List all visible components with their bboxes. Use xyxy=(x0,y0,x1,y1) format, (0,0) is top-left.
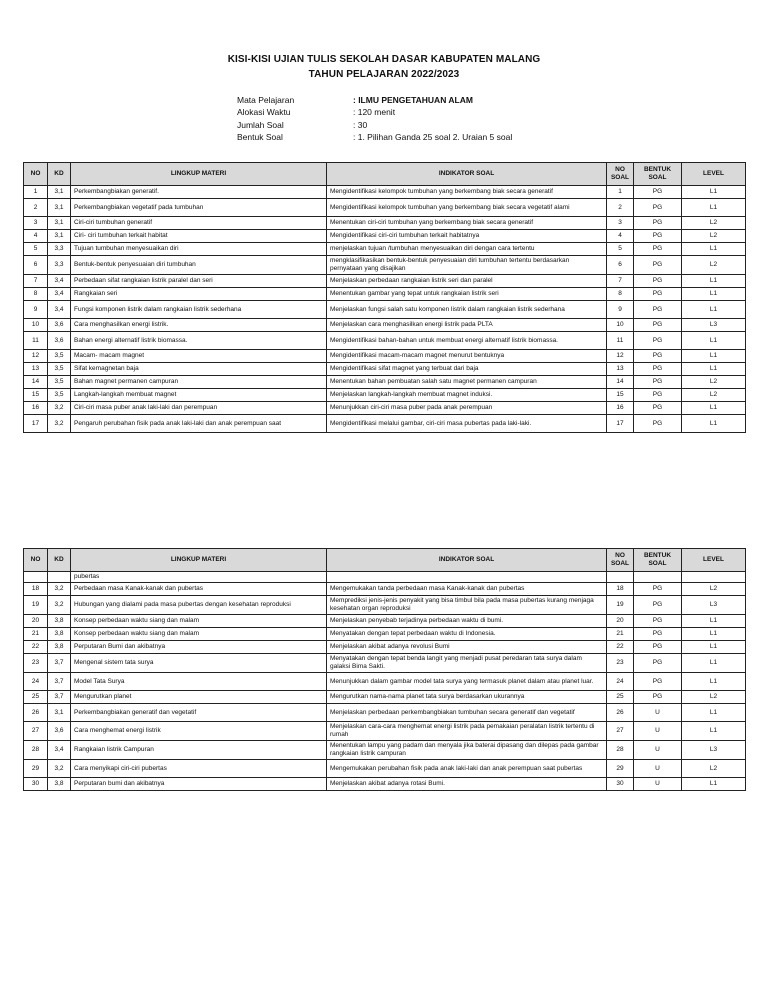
cell-kd: 3,7 xyxy=(48,673,71,691)
cell-lingkup: Bentuk-bentuk penyesuaian diri tumbuhan xyxy=(71,256,327,275)
cell-bentuk: PG xyxy=(634,217,682,230)
cell-bentuk: PG xyxy=(634,596,682,615)
cell-bentuk: PG xyxy=(634,389,682,402)
cell-no: 20 xyxy=(24,615,48,628)
cell-indikator: Menjelaskan penyebab terjadinya perbedaan waktu di bumi. xyxy=(327,615,607,628)
cell-indikator: Mengidentifikasi macam-macam magnet menurut bentuknya xyxy=(327,350,607,363)
cell-lingkup: Perbedaan sifat rangkaian listrik paralel dan seri xyxy=(71,275,327,288)
cell-level: L1 xyxy=(682,199,746,217)
cell-bentuk: U xyxy=(634,778,682,791)
cell-lingkup: Perputaran bumi dan akibatnya xyxy=(71,778,327,791)
cell-indikator: Menjelaskan akibat adanya revolusi Bumi xyxy=(327,641,607,654)
cell-kd: 3,6 xyxy=(48,332,71,350)
cell-no-soal: 28 xyxy=(607,741,634,760)
cell-kd: 3,7 xyxy=(48,654,71,673)
cell-lingkup: Bahan energi alternatif listrik biomassa. xyxy=(71,332,327,350)
cell-bentuk: PG xyxy=(634,641,682,654)
cell-bentuk: PG xyxy=(634,186,682,199)
cell-bentuk: PG xyxy=(634,615,682,628)
cell-kd: 3,5 xyxy=(48,389,71,402)
cell-no-soal: 15 xyxy=(607,389,634,402)
cell-bentuk: PG xyxy=(634,402,682,415)
cell-kd: 3,7 xyxy=(48,691,71,704)
cell-no-soal: 1 xyxy=(607,186,634,199)
cell-level: L1 xyxy=(682,654,746,673)
table-row xyxy=(24,673,746,691)
table-body xyxy=(24,186,746,433)
table-row xyxy=(24,350,746,363)
column-header-bentuk: BENTUK SOAL xyxy=(634,549,682,572)
cell-kd: 3,4 xyxy=(48,741,71,760)
cell-level: L1 xyxy=(682,778,746,791)
cell-lingkup: Perkembangbiakan generatif dan vegetatif xyxy=(71,704,327,722)
column-header-lingkup: LINGKUP MATERI xyxy=(71,163,327,186)
cell-no: 26 xyxy=(24,704,48,722)
cell-no-soal: 8 xyxy=(607,288,634,301)
cell-indikator: Menjelaskan langkah-langkah membuat magnet induksi. xyxy=(327,389,607,402)
cell-indikator: Menentukan ciri-ciri tumbuhan yang berkembang biak secara generatif xyxy=(327,217,607,230)
cell-bentuk: PG xyxy=(634,415,682,433)
cell-lingkup: Model Tata Surya xyxy=(71,673,327,691)
cell-kd: 3,5 xyxy=(48,350,71,363)
cell-indikator: Mengidentifikasi bahan-bahan untuk membuat energi alternatif listrik biomassa. xyxy=(327,332,607,350)
cell-level: L1 xyxy=(682,402,746,415)
table-row xyxy=(24,628,746,641)
table-row xyxy=(24,389,746,402)
table-row xyxy=(24,615,746,628)
cell-level: L2 xyxy=(682,389,746,402)
cell-bentuk: PG xyxy=(634,230,682,243)
blueprint-table-part-1 xyxy=(23,162,746,433)
cell-lingkup: pubertas xyxy=(71,572,327,583)
column-header-kd: KD xyxy=(48,163,71,186)
cell-bentuk: PG xyxy=(634,691,682,704)
cell-no-soal: 12 xyxy=(607,350,634,363)
column-header-indikator: INDIKATOR SOAL xyxy=(327,163,607,186)
cell-no-soal: 4 xyxy=(607,230,634,243)
cell-bentuk: PG xyxy=(634,583,682,596)
cell-no-soal: 19 xyxy=(607,596,634,615)
table-row xyxy=(24,760,746,778)
cell-level: L1 xyxy=(682,704,746,722)
cell-indikator: Menjelaskan fungsi salah satu komponen listrik dalam rangkaian listrik sederhana xyxy=(327,301,607,319)
cell-level: L1 xyxy=(682,186,746,199)
cell-kd: 3,3 xyxy=(48,256,71,275)
cell-no: 17 xyxy=(24,415,48,433)
cell-kd xyxy=(48,572,71,583)
cell-lingkup: Perkembangbiakan vegetatif pada tumbuhan xyxy=(71,199,327,217)
cell-no-soal: 20 xyxy=(607,615,634,628)
cell-no-soal: 17 xyxy=(607,415,634,433)
cell-kd: 3,6 xyxy=(48,319,71,332)
column-header-no-soal: NO SOAL xyxy=(607,549,634,572)
cell-level: L2 xyxy=(682,376,746,389)
cell-indikator: Menjelaskan cara menghasilkan energi listrik pada PLTA xyxy=(327,319,607,332)
info-value: : 1. Pilihan Ganda 25 soal 2. Uraian 5 soal xyxy=(353,131,513,142)
info-value: : ILMU PENGETAHUAN ALAM xyxy=(353,95,473,105)
cell-level: L1 xyxy=(682,243,746,256)
cell-kd: 3,1 xyxy=(48,186,71,199)
cell-level: L2 xyxy=(682,230,746,243)
column-header-no: NO xyxy=(24,163,48,186)
cell-indikator: Mengidentifikasi sifat magnet yang terbuat dari baja xyxy=(327,363,607,376)
cell-lingkup: Mengurutkan planet xyxy=(71,691,327,704)
cell-no-soal: 23 xyxy=(607,654,634,673)
cell-bentuk: U xyxy=(634,741,682,760)
table-row xyxy=(24,722,746,741)
cell-no: 28 xyxy=(24,741,48,760)
cell-level: L2 xyxy=(682,256,746,275)
cell-bentuk: PG xyxy=(634,256,682,275)
cell-lingkup: Ciri-ciri tumbuhan generatif xyxy=(71,217,327,230)
table-row xyxy=(24,691,746,704)
cell-kd: 3,2 xyxy=(48,402,71,415)
column-header-lingkup: LINGKUP MATERI xyxy=(71,549,327,572)
cell-lingkup: Perputaran Bumi dan akibatnya xyxy=(71,641,327,654)
blueprint-table-part-2 xyxy=(23,548,746,791)
cell-indikator: Menentukan bahan pembuatan salah satu magnet permanen campuran xyxy=(327,376,607,389)
cell-no: 18 xyxy=(24,583,48,596)
cell-no: 23 xyxy=(24,654,48,673)
cell-kd: 3,1 xyxy=(48,704,71,722)
column-header-bentuk: BENTUK SOAL xyxy=(634,163,682,186)
cell-level: L3 xyxy=(682,741,746,760)
cell-lingkup: Konsep perbedaan waktu siang dan malam xyxy=(71,628,327,641)
column-header-no-soal: NO SOAL xyxy=(607,163,634,186)
cell-bentuk: PG xyxy=(634,363,682,376)
cell-no-soal: 6 xyxy=(607,256,634,275)
cell-no-soal: 3 xyxy=(607,217,634,230)
cell-no-soal: 18 xyxy=(607,583,634,596)
info-row-format xyxy=(237,131,512,143)
cell-no: 14 xyxy=(24,376,48,389)
cell-no: 29 xyxy=(24,760,48,778)
cell-bentuk: PG xyxy=(634,654,682,673)
cell-lingkup: Hubungan yang dialami pada masa pubertas dengan kesehatan reproduksi xyxy=(71,596,327,615)
table-header-row xyxy=(24,549,746,572)
cell-bentuk: PG xyxy=(634,628,682,641)
info-label: Jumlah Soal xyxy=(237,119,284,130)
info-row-count xyxy=(237,119,512,131)
cell-no-soal: 9 xyxy=(607,301,634,319)
cell-no: 24 xyxy=(24,673,48,691)
table-row xyxy=(24,243,746,256)
cell-indikator: Menunjukkan ciri-ciri masa puber pada anak perempuan xyxy=(327,402,607,415)
cell-level: L1 xyxy=(682,363,746,376)
cell-no-soal: 5 xyxy=(607,243,634,256)
cell-bentuk: PG xyxy=(634,199,682,217)
cell-indikator: Menjelaskan perbedaan perkembangbiakan tumbuhan secara generatif dan vegetatif xyxy=(327,704,607,722)
cell-no: 2 xyxy=(24,199,48,217)
table-row xyxy=(24,301,746,319)
column-header-level: LEVEL xyxy=(682,549,746,572)
cell-indikator: Menjelaskan perbedaan rangkaian listrik seri dan paralel xyxy=(327,275,607,288)
column-header-indikator: INDIKATOR SOAL xyxy=(327,549,607,572)
cell-no-soal: 16 xyxy=(607,402,634,415)
cell-no: 16 xyxy=(24,402,48,415)
cell-no: 30 xyxy=(24,778,48,791)
table-row xyxy=(24,186,746,199)
cell-lingkup: Cara menghemat energi listrik xyxy=(71,722,327,741)
cell-kd: 3,8 xyxy=(48,615,71,628)
cell-level: L1 xyxy=(682,641,746,654)
cell-level: L1 xyxy=(682,722,746,741)
table-row xyxy=(24,363,746,376)
cell-indikator: Menunjukkan dalam gambar model tata surya yang termasuk planet dalam atau planet luar. xyxy=(327,673,607,691)
cell-lingkup: Perbedaan masa Kanak-kanak dan pubertas xyxy=(71,583,327,596)
cell-kd: 3,1 xyxy=(48,230,71,243)
cell-level: L1 xyxy=(682,415,746,433)
cell-kd: 3,4 xyxy=(48,275,71,288)
cell-no: 9 xyxy=(24,301,48,319)
column-header-kd: KD xyxy=(48,549,71,572)
cell-level: L2 xyxy=(682,691,746,704)
table-row xyxy=(24,654,746,673)
cell-indikator: Mengidentifikasi kelompok tumbuhan yang berkembang biak secara vegetatif alami xyxy=(327,199,607,217)
cell-lingkup: Pengaruh perubahan fisik pada anak laki-laki dan anak perempuan saat xyxy=(71,415,327,433)
table-row xyxy=(24,288,746,301)
cell-level: L3 xyxy=(682,596,746,615)
cell-no: 12 xyxy=(24,350,48,363)
column-header-no: NO xyxy=(24,549,48,572)
table-row xyxy=(24,376,746,389)
cell-no-soal: 21 xyxy=(607,628,634,641)
cell-no: 3 xyxy=(24,217,48,230)
cell-lingkup: Rangkaian listrik Campuran xyxy=(71,741,327,760)
cell-bentuk: PG xyxy=(634,376,682,389)
cell-no: 27 xyxy=(24,722,48,741)
cell-bentuk: U xyxy=(634,722,682,741)
cell-bentuk: PG xyxy=(634,275,682,288)
cell-kd: 3,8 xyxy=(48,641,71,654)
table-row xyxy=(24,217,746,230)
cell-no-soal: 30 xyxy=(607,778,634,791)
cell-bentuk: U xyxy=(634,760,682,778)
cell-kd: 3,2 xyxy=(48,760,71,778)
cell-no-soal: 26 xyxy=(607,704,634,722)
cell-no-soal: 7 xyxy=(607,275,634,288)
table-row xyxy=(24,230,746,243)
document-subtitle: TAHUN PELAJARAN 2022/2023 xyxy=(308,69,460,80)
cell-no: 6 xyxy=(24,256,48,275)
cell-level: L2 xyxy=(682,760,746,778)
cell-no-soal: 2 xyxy=(607,199,634,217)
cell-kd: 3,1 xyxy=(48,199,71,217)
table-header-row xyxy=(24,163,746,186)
cell-kd: 3,2 xyxy=(48,596,71,615)
info-label: Bentuk Soal xyxy=(237,131,283,142)
cell-level: L1 xyxy=(682,615,746,628)
cell-level xyxy=(682,572,746,583)
cell-indikator: Memprediksi jenis-jenis penyakit yang bisa timbul bila pada masa pubertas kurang menjaga kesehatan organ reproduksi xyxy=(327,596,607,615)
cell-bentuk: PG xyxy=(634,332,682,350)
cell-lingkup: Cara menghasilkan energi listrik. xyxy=(71,319,327,332)
cell-level: L1 xyxy=(682,275,746,288)
table-row xyxy=(24,641,746,654)
cell-bentuk xyxy=(634,572,682,583)
cell-no: 25 xyxy=(24,691,48,704)
cell-no: 22 xyxy=(24,641,48,654)
cell-no-soal: 10 xyxy=(607,319,634,332)
cell-no: 8 xyxy=(24,288,48,301)
cell-no: 21 xyxy=(24,628,48,641)
cell-indikator: menjelaskan tujuan /tumbuhan menyesuaikan diri dengan cara tertentu xyxy=(327,243,607,256)
cell-no-soal: 25 xyxy=(607,691,634,704)
table-row xyxy=(24,583,746,596)
info-value: : 30 xyxy=(353,119,368,130)
cell-lingkup: Ciri- ciri tumbuhan terkait habitat xyxy=(71,230,327,243)
table-body xyxy=(24,572,746,791)
cell-kd: 3,8 xyxy=(48,778,71,791)
cell-lingkup: Sifat kemagnetan baja xyxy=(71,363,327,376)
cell-no: 13 xyxy=(24,363,48,376)
table-row-continuation xyxy=(24,572,746,583)
cell-lingkup: Perkembangbiakan generatif. xyxy=(71,186,327,199)
table-row xyxy=(24,704,746,722)
cell-kd: 3,2 xyxy=(48,415,71,433)
table-row xyxy=(24,778,746,791)
cell-indikator: Menyatakan dengan tepat perbedaan waktu di Indonesia. xyxy=(327,628,607,641)
cell-no: 15 xyxy=(24,389,48,402)
cell-lingkup: Ciri-ciri masa puber anak laki-laki dan perempuan xyxy=(71,402,327,415)
cell-no xyxy=(24,572,48,583)
cell-no: 4 xyxy=(24,230,48,243)
cell-no-soal xyxy=(607,572,634,583)
cell-no: 19 xyxy=(24,596,48,615)
cell-indikator: Mengidentifikasi kelompok tumbuhan yang berkembang biak secara generatif xyxy=(327,186,607,199)
cell-kd: 3,2 xyxy=(48,583,71,596)
exam-info xyxy=(237,94,512,143)
cell-bentuk: PG xyxy=(634,243,682,256)
cell-no: 1 xyxy=(24,186,48,199)
cell-level: L2 xyxy=(682,583,746,596)
cell-no: 5 xyxy=(24,243,48,256)
table-row xyxy=(24,741,746,760)
cell-indikator: Mengemukakan tanda perbedaan masa Kanak-kanak dan pubertas xyxy=(327,583,607,596)
info-row-time xyxy=(237,106,512,118)
cell-bentuk: PG xyxy=(634,673,682,691)
info-label: Alokasi Waktu xyxy=(237,107,291,118)
cell-kd: 3,6 xyxy=(48,722,71,741)
table-row xyxy=(24,596,746,615)
cell-no: 11 xyxy=(24,332,48,350)
cell-lingkup: Langkah-langkah membuat magnet xyxy=(71,389,327,402)
cell-indikator: Menjelaskan akibat adanya rotasi Bumi. xyxy=(327,778,607,791)
cell-lingkup: Rangkaian seri xyxy=(71,288,327,301)
cell-no-soal: 13 xyxy=(607,363,634,376)
cell-bentuk: PG xyxy=(634,301,682,319)
cell-indikator: Mengurutkan nama-nama planet tata surya berdasarkan ukurannya xyxy=(327,691,607,704)
cell-lingkup: Bahan magnet permanen campuran xyxy=(71,376,327,389)
cell-level: L1 xyxy=(682,288,746,301)
cell-indikator xyxy=(327,572,607,583)
cell-indikator: Mengemukakan perubahan fisik pada anak laki-laki dan anak perempuan saat pubertas xyxy=(327,760,607,778)
cell-no-soal: 24 xyxy=(607,673,634,691)
cell-bentuk: PG xyxy=(634,319,682,332)
cell-lingkup: Mengenal sistem tata surya xyxy=(71,654,327,673)
cell-lingkup: Tujuan tumbuhan menyesuaikan diri xyxy=(71,243,327,256)
cell-no: 10 xyxy=(24,319,48,332)
cell-indikator: Mengidentifikasi ciri-ciri tumbuhan terkait habitatnya xyxy=(327,230,607,243)
cell-lingkup: Fungsi komponen listrik dalam rangkaian listrik sederhana xyxy=(71,301,327,319)
cell-indikator: Menentukan lampu yang padam dan menyala jika baterai dipasang dan dilepas pada gambar rangkaian listrik campuran xyxy=(327,741,607,760)
cell-kd: 3,1 xyxy=(48,217,71,230)
cell-lingkup: Macam- macam magnet xyxy=(71,350,327,363)
cell-bentuk: U xyxy=(634,704,682,722)
info-value: : 120 menit xyxy=(353,107,396,118)
cell-kd: 3,4 xyxy=(48,301,71,319)
table-row xyxy=(24,332,746,350)
cell-no-soal: 27 xyxy=(607,722,634,741)
cell-level: L1 xyxy=(682,673,746,691)
cell-indikator: Menentukan gambar yang tepat untuk rangkaian listrik seri xyxy=(327,288,607,301)
table-row xyxy=(24,415,746,433)
document-title: KISI-KISI UJIAN TULIS SEKOLAH DASAR KABUPATEN MALANG xyxy=(227,54,541,65)
cell-bentuk: PG xyxy=(634,350,682,363)
table-row xyxy=(24,275,746,288)
cell-kd: 3,5 xyxy=(48,376,71,389)
cell-kd: 3,8 xyxy=(48,628,71,641)
cell-kd: 3,4 xyxy=(48,288,71,301)
column-header-level: LEVEL xyxy=(682,163,746,186)
cell-indikator: Menjelaskan cara-cara menghemat energi listrik pada pemakaian peralatan listrik tertentu di rumah xyxy=(327,722,607,741)
cell-level: L1 xyxy=(682,301,746,319)
table-row xyxy=(24,319,746,332)
cell-level: L1 xyxy=(682,350,746,363)
cell-lingkup: Cara menyikapi ciri-ciri pubertas xyxy=(71,760,327,778)
cell-indikator: mengklasifikasikan bentuk-bentuk penyesuaian diri tumbuhan tertentu berdasarkan pernyataan yang disajikan xyxy=(327,256,607,275)
cell-level: L1 xyxy=(682,628,746,641)
cell-level: L1 xyxy=(682,332,746,350)
cell-kd: 3,5 xyxy=(48,363,71,376)
cell-lingkup: Konsep perbedaan waktu siang dan malam xyxy=(71,615,327,628)
cell-no-soal: 22 xyxy=(607,641,634,654)
cell-no-soal: 11 xyxy=(607,332,634,350)
info-label: Mata Pelajaran xyxy=(237,95,295,105)
cell-kd: 3,3 xyxy=(48,243,71,256)
cell-no-soal: 29 xyxy=(607,760,634,778)
info-row-subject xyxy=(237,94,512,106)
cell-no-soal: 14 xyxy=(607,376,634,389)
cell-indikator: Menyatakan dengan tepat benda langit yang menjadi pusat peredaran tata surya dalam galaksi Bima Sakti. xyxy=(327,654,607,673)
document-header xyxy=(0,52,768,82)
cell-level: L3 xyxy=(682,319,746,332)
cell-no: 7 xyxy=(24,275,48,288)
cell-bentuk: PG xyxy=(634,288,682,301)
table-row xyxy=(24,199,746,217)
cell-level: L2 xyxy=(682,217,746,230)
table-row xyxy=(24,402,746,415)
cell-indikator: Mengidentifikasi melalui gambar, ciri-ciri masa pubertas pada laki-laki. xyxy=(327,415,607,433)
table-row xyxy=(24,256,746,275)
